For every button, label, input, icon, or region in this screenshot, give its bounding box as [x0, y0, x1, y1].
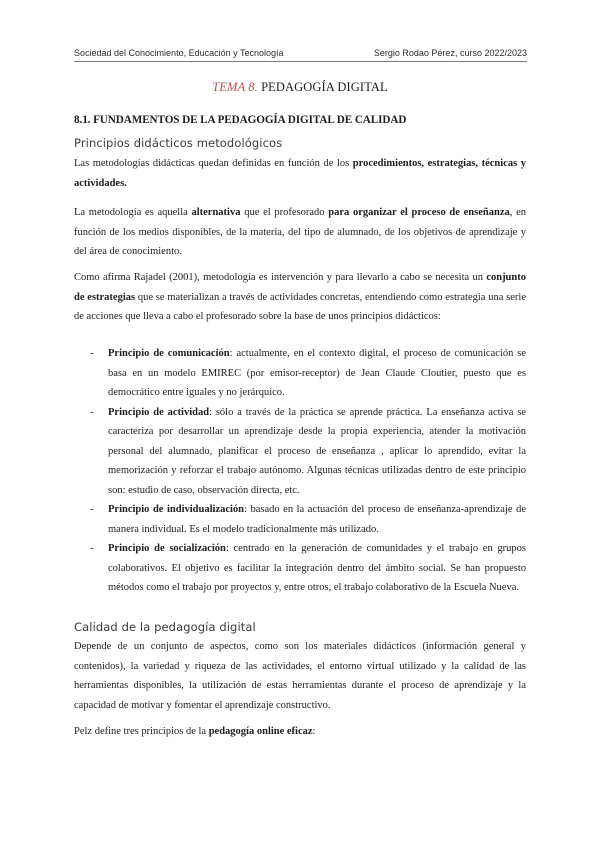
list-text: : basado en la actuación del proceso de enseñanza-aprendizaje de manera individual. Es el modelo tradicionalmente más utilizado.: [108, 504, 526, 535]
list-term: Principio de individualización: [108, 504, 245, 515]
list-text: : sólo a través de la práctica se aprende práctica. La enseñanza activa se caracteriza por desarrollar un aprendizaje desde la propia experiencia, atender la motivación personal del alumnado, planificar el proceso de enseñanza , aplicar lo aprendido, evitar la memorización y reforzar el trabajo autónomo. Algunas técnicas utilizadas dentro de este principio son: estudio de caso, observación directa, etc.: [108, 406, 526, 496]
bold-run: procedimientos, estrategias, técnicas y actividades.: [74, 158, 526, 189]
paragraph-calidad: Depende de un conjunto de aspectos, como son los materiales didácticos (información general y contenidos), la variedad y riqueza de las actividades, el entorno virtual utilizado y la calidad de las herramientas disponibles, la utilización de estas herramientas durante el proceso de aprendizaje y la capacidad de motivar y fomentar el aprendizaje constructivo.: [74, 641, 526, 711]
page-title: [0, 80, 600, 95]
header-course: Sociedad del Conocimiento, Educación y Tecnología: [74, 48, 284, 58]
text-run: Pelz define tres principios de la: [74, 726, 209, 737]
list-dash: -: [90, 348, 94, 359]
list-item: [90, 500, 526, 539]
title-name: PEDAGOGÍA DIGITAL: [261, 80, 388, 94]
text-run: La metodología es aquella: [74, 207, 192, 218]
bold-run: conjunto de estrategias: [74, 272, 526, 303]
text-run: Como afirma Rajadel (2001), metodología es intervención y para llevarlo a cabo se necesita un: [74, 272, 487, 283]
bold-run: pedagogía online eficaz: [208, 726, 313, 737]
paragraph-metodologia-definicion: [74, 203, 526, 262]
list-term: Principio de socialización: [108, 543, 226, 554]
text-run: :: [312, 726, 316, 737]
section-heading: 8.1. FUNDAMENTOS DE LA PEDAGOGÍA DIGITAL DE CALIDAD: [74, 114, 407, 126]
text-run: que el profesorado: [240, 207, 329, 218]
subheading-principios: Principios didácticos metodológicos: [74, 136, 283, 150]
list-dash: -: [90, 504, 94, 515]
list-item: [90, 403, 526, 501]
text-run: Las metodologías didácticas quedan definidas en función de los: [74, 158, 353, 169]
subheading-calidad: Calidad de la pedagogía digital: [74, 620, 256, 634]
title-number: TEMA 8.: [212, 80, 258, 94]
header-author: Sergio Rodao Pérez, curso 2022/2023: [373, 48, 527, 58]
principles-list: [90, 344, 526, 598]
paragraph-metodologias: [74, 154, 526, 193]
list-dash: -: [90, 543, 94, 554]
list-item: [90, 539, 526, 598]
list-text: : actualmente, en el contexto digital, el proceso de comunicación se basa en un modelo EMIREC (por emisor-receptor) de Jean Claude Cloutier, puesto que es democrático entre iguales y no jerárquico.: [108, 348, 526, 398]
paragraph-pelz: [74, 722, 526, 742]
list-term: Principio de actividad: [108, 406, 210, 418]
text-run: que se materializan a través de actividades concretas, entendiendo como estrategia una serie de acciones que lleva a cabo el profesorado sobre la base de unos principios didácticos:: [74, 291, 526, 322]
paragraph-rajadel: [74, 268, 526, 327]
text-run: , en función de los medios disponibles, de la materia, del tipo de alumnado, de los objetivos de aprendizaje y del área de conocimiento.: [74, 207, 526, 257]
list-text: : centrado en la generación de comunidades y el trabajo en grupos colaborativos. El objetivo es facilitar la integración dentro del ámbito social. Se han propuesto métodos como el trabajo por proyectos y, entre otros, el trabajo colaborativo de la Escuela Nueva.: [108, 543, 527, 593]
bold-run: alternativa: [191, 207, 241, 218]
list-term: Principio de comunicación: [108, 348, 230, 359]
list-item: [90, 344, 526, 403]
bold-run: para organizar el proceso de enseñanza: [328, 207, 510, 218]
page-header: [74, 43, 527, 62]
list-dash: -: [90, 406, 94, 418]
